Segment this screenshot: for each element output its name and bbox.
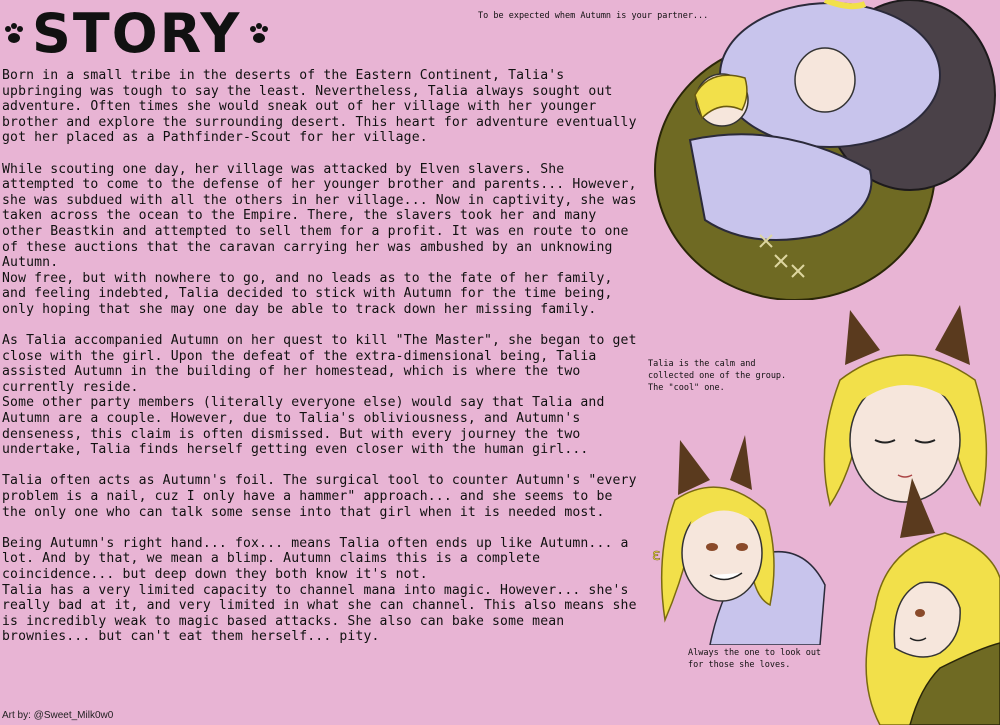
art-credit: Art by: @Sweet_Milk0w0 [2, 710, 114, 721]
story-paragraph: Born in a small tribe in the deserts of the Eastern Continent, Talia's upbringing was tough to say the least. Nevertheless, Talia always sought out adventure. Often times she would sneak out of her village with her younger brother and explore the surrounding desert. This heart for adventure eventually got her placed as a Pathfinder-Scout for her village. [2, 68, 637, 146]
sweat-drop-icon: ε [652, 545, 661, 564]
caption-lookout: Always the one to look out for those she loves. [688, 648, 822, 670]
story-paragraph: Talia often acts as Autumn's foil. The surgical tool to counter Autumn's "every problem is a nail, cuz I only have a hammer" approach... and she seems to be the only one who can talk some sense into that girl when it is needed most. [2, 473, 637, 520]
story-paragraph: As Talia accompanied Autumn on her quest to kill "The Master", she began to get close with the girl. Upon the defeat of the extra-dimensional being, Talia assisted Autumn in the building of her homestead, which is where the two currently reside. Some other party members (literally everyone else) would say that Talia and Autumn are a couple. However, due to Talia's obliviousness, and Autumn's denseness, this claim is often dismissed. But with every journey the two undertake, Talia finds herself getting even closer with the human girl... [2, 333, 637, 458]
blimp-illustration [650, 0, 1000, 300]
story-header [2, 2, 271, 66]
caption-calm: Talia is the calm and collected one of the group. The "cool" one. [648, 359, 787, 393]
story-paragraph: Being Autumn's right hand... fox... means Talia often ends up like Autumn... a lot. And by that, we mean a blimp. Autumn claims this is a complete coincidence... but deep down they both know it's not. Talia has a very limited capacity to channel mana into magic. However... she's really bad at it, and very limited in what she can channel. This also means she is incredibly weak to magic based attacks. She also can bake some mean brownies... but can't eat them herself... pity. [2, 535, 637, 645]
profile-face-illustration [850, 478, 1000, 725]
paw-icon [247, 22, 271, 46]
page-title: STORY [32, 2, 242, 65]
story-text [2, 68, 642, 661]
paw-icon [2, 22, 26, 46]
caption-top: To be expected whem Autumn is your partner... [478, 11, 709, 21]
smirk-face-illustration [650, 435, 835, 645]
story-paragraph: While scouting one day, her village was attacked by Elven slavers. She attempted to come to the defense of her younger brother and parents... However, she was subdued with all the others in her village... Now in captivity, she was taken across the ocean to the Empire. There, the slavers took her and many other Beastkin and attempted to sell them for a profit. It was en route to one of these auctions that the caravan carrying her was ambushed by an unknowing Autumn. Now free, but with nowhere to go, and no leads as to the fate of her family, and feeling indebted, Talia decided to stick with Autumn for the time being, only hoping that she may one day be able to track down her missing family. [2, 161, 637, 317]
